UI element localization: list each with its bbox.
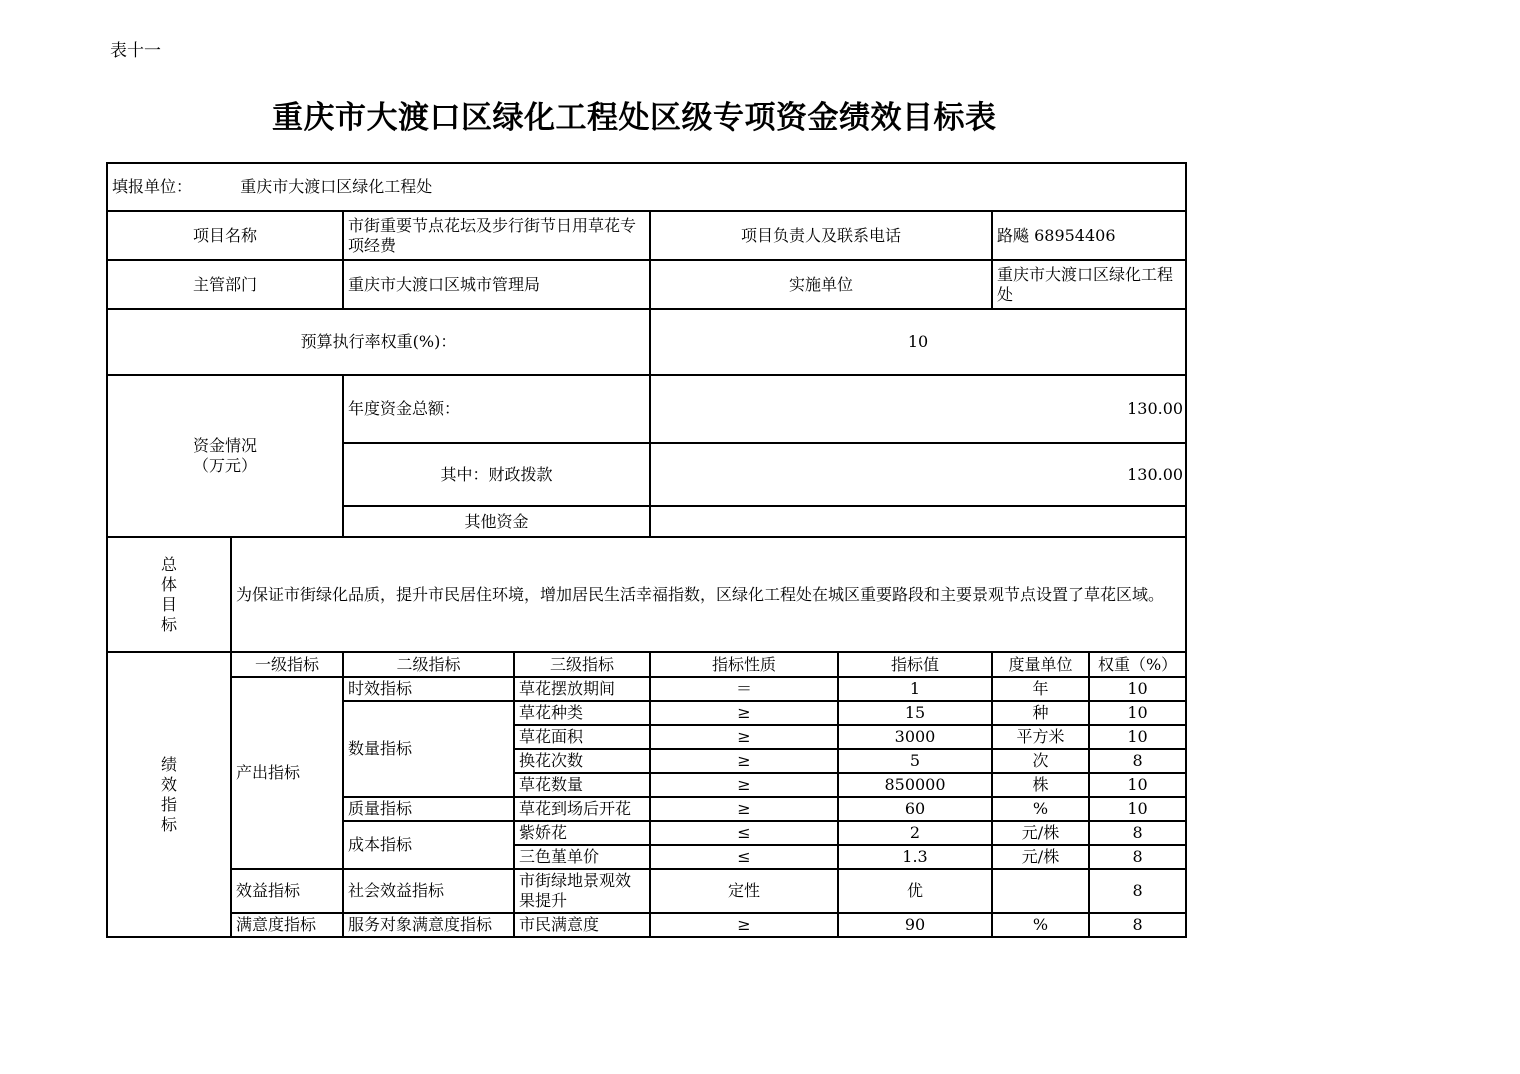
department-row bbox=[107, 260, 1186, 309]
column-header: 权重（%） bbox=[1089, 652, 1186, 677]
table-row bbox=[107, 677, 1186, 701]
value-cell: 850000 bbox=[838, 773, 992, 797]
weight-cell: 8 bbox=[1089, 821, 1186, 845]
nature-cell: ≥ bbox=[650, 725, 838, 749]
column-header: 一级指标 bbox=[231, 652, 343, 677]
column-header: 三级指标 bbox=[514, 652, 650, 677]
nature-cell: ≥ bbox=[650, 773, 838, 797]
performance-table bbox=[106, 162, 1187, 938]
goal-char: 体 bbox=[160, 574, 177, 594]
unit-cell: 种 bbox=[992, 701, 1089, 725]
level2-time: 时效指标 bbox=[343, 677, 514, 701]
funds-label bbox=[107, 375, 343, 537]
level2-cost: 成本指标 bbox=[343, 821, 514, 869]
level2-quality: 质量指标 bbox=[343, 797, 514, 821]
level2-service: 服务对象满意度指标 bbox=[343, 913, 514, 937]
project-name-label: 项目名称 bbox=[107, 211, 343, 260]
goal-char: 目 bbox=[160, 594, 177, 614]
level3-cell: 草花到场后开花 bbox=[514, 797, 650, 821]
impl-label: 实施单位 bbox=[650, 260, 992, 309]
contact-value: 路飚 68954406 bbox=[992, 211, 1186, 260]
table-row bbox=[107, 869, 1186, 913]
page-title: 重庆市大渡口区绿化工程处区级专项资金绩效目标表 bbox=[272, 100, 997, 136]
funds-label-line1: 资金情况 bbox=[192, 436, 257, 455]
level3-cell: 三色堇单价 bbox=[514, 845, 650, 869]
value-cell: 1 bbox=[838, 677, 992, 701]
annual-funds-value: 130.00 bbox=[650, 375, 1186, 443]
unit-cell: 元/株 bbox=[992, 821, 1089, 845]
goal-char: 总 bbox=[160, 554, 177, 574]
level3-cell: 草花面积 bbox=[514, 725, 650, 749]
indicator-char: 效 bbox=[160, 774, 177, 794]
impl-value: 重庆市大渡口区绿化工程处 bbox=[992, 260, 1186, 309]
nature-cell: ≥ bbox=[650, 749, 838, 773]
level3-cell: 草花数量 bbox=[514, 773, 650, 797]
value-cell: 2 bbox=[838, 821, 992, 845]
column-header: 指标性质 bbox=[650, 652, 838, 677]
unit-cell: 元/株 bbox=[992, 845, 1089, 869]
value-cell: 1.3 bbox=[838, 845, 992, 869]
weight-cell: 10 bbox=[1089, 677, 1186, 701]
level3-cell: 换花次数 bbox=[514, 749, 650, 773]
level2-quantity: 数量指标 bbox=[343, 701, 514, 797]
filing-unit-row bbox=[107, 163, 1186, 211]
other-funds-label: 其他资金 bbox=[343, 506, 650, 537]
budget-weight-value: 10 bbox=[650, 309, 1186, 375]
weight-cell: 10 bbox=[1089, 701, 1186, 725]
weight-cell: 10 bbox=[1089, 725, 1186, 749]
value-cell: 3000 bbox=[838, 725, 992, 749]
dept-label: 主管部门 bbox=[107, 260, 343, 309]
level2-social: 社会效益指标 bbox=[343, 869, 514, 913]
column-header: 二级指标 bbox=[343, 652, 514, 677]
unit-cell: % bbox=[992, 913, 1089, 937]
table-row bbox=[107, 913, 1186, 937]
weight-cell: 8 bbox=[1089, 749, 1186, 773]
indicator-char: 标 bbox=[160, 814, 177, 834]
nature-cell: ≥ bbox=[650, 913, 838, 937]
level3-cell: 市民满意度 bbox=[514, 913, 650, 937]
indicator-char: 绩 bbox=[160, 754, 177, 774]
overall-goal-text: 为保证市街绿化品质，提升市民居住环境，增加居民生活幸福指数，区绿化工程处在城区重要路段和主要景观节点设置了草花区域。 bbox=[231, 537, 1186, 652]
indicator-label bbox=[107, 652, 231, 937]
sheet-label: 表十一 bbox=[110, 41, 161, 61]
budget-weight-row bbox=[107, 309, 1186, 375]
annual-funds-row bbox=[107, 375, 1186, 443]
unit-cell: 次 bbox=[992, 749, 1089, 773]
unit-cell: 年 bbox=[992, 677, 1089, 701]
weight-cell: 10 bbox=[1089, 773, 1186, 797]
nature-cell: ≤ bbox=[650, 845, 838, 869]
value-cell: 15 bbox=[838, 701, 992, 725]
level1-satisfaction: 满意度指标 bbox=[231, 913, 343, 937]
nature-cell: ≥ bbox=[650, 797, 838, 821]
value-cell: 60 bbox=[838, 797, 992, 821]
unit-cell: 株 bbox=[992, 773, 1089, 797]
value-cell: 优 bbox=[838, 869, 992, 913]
budget-weight-label: 预算执行率权重(%)： bbox=[107, 309, 650, 375]
nature-cell: 定性 bbox=[650, 869, 838, 913]
level1-benefit: 效益指标 bbox=[231, 869, 343, 913]
column-header: 度量单位 bbox=[992, 652, 1089, 677]
nature-cell: ≤ bbox=[650, 821, 838, 845]
nature-cell: ＝ bbox=[650, 677, 838, 701]
weight-cell: 8 bbox=[1089, 869, 1186, 913]
filing-unit-label: 填报单位： bbox=[112, 177, 193, 196]
fiscal-funds-label: 其中：财政拨款 bbox=[343, 443, 650, 506]
level3-cell: 草花种类 bbox=[514, 701, 650, 725]
other-funds-value bbox=[650, 506, 1186, 537]
overall-goal-label bbox=[107, 537, 231, 652]
project-name-value: 市街重要节点花坛及步行街节日用草花专项经费 bbox=[343, 211, 650, 260]
level1-output: 产出指标 bbox=[231, 677, 343, 869]
weight-cell: 8 bbox=[1089, 845, 1186, 869]
weight-cell: 10 bbox=[1089, 797, 1186, 821]
indicator-header-row bbox=[107, 652, 1186, 677]
unit-cell bbox=[992, 869, 1089, 913]
overall-goal-row bbox=[107, 537, 1186, 652]
unit-cell: % bbox=[992, 797, 1089, 821]
level3-cell: 草花摆放期间 bbox=[514, 677, 650, 701]
value-cell: 5 bbox=[838, 749, 992, 773]
contact-label: 项目负责人及联系电话 bbox=[650, 211, 992, 260]
weight-cell: 8 bbox=[1089, 913, 1186, 937]
funds-label-line2: （万元） bbox=[192, 456, 257, 475]
nature-cell: ≥ bbox=[650, 701, 838, 725]
level3-cell: 紫娇花 bbox=[514, 821, 650, 845]
unit-cell: 平方米 bbox=[992, 725, 1089, 749]
indicator-char: 指 bbox=[160, 794, 177, 814]
goal-char: 标 bbox=[160, 614, 177, 634]
filing-unit-value: 重庆市大渡口区绿化工程处 bbox=[240, 177, 433, 196]
project-name-row bbox=[107, 211, 1186, 260]
dept-value: 重庆市大渡口区城市管理局 bbox=[343, 260, 650, 309]
value-cell: 90 bbox=[838, 913, 992, 937]
level3-cell: 市街绿地景观效果提升 bbox=[514, 869, 650, 913]
fiscal-funds-value: 130.00 bbox=[650, 443, 1186, 506]
annual-funds-label: 年度资金总额： bbox=[343, 375, 650, 443]
column-header: 指标值 bbox=[838, 652, 992, 677]
